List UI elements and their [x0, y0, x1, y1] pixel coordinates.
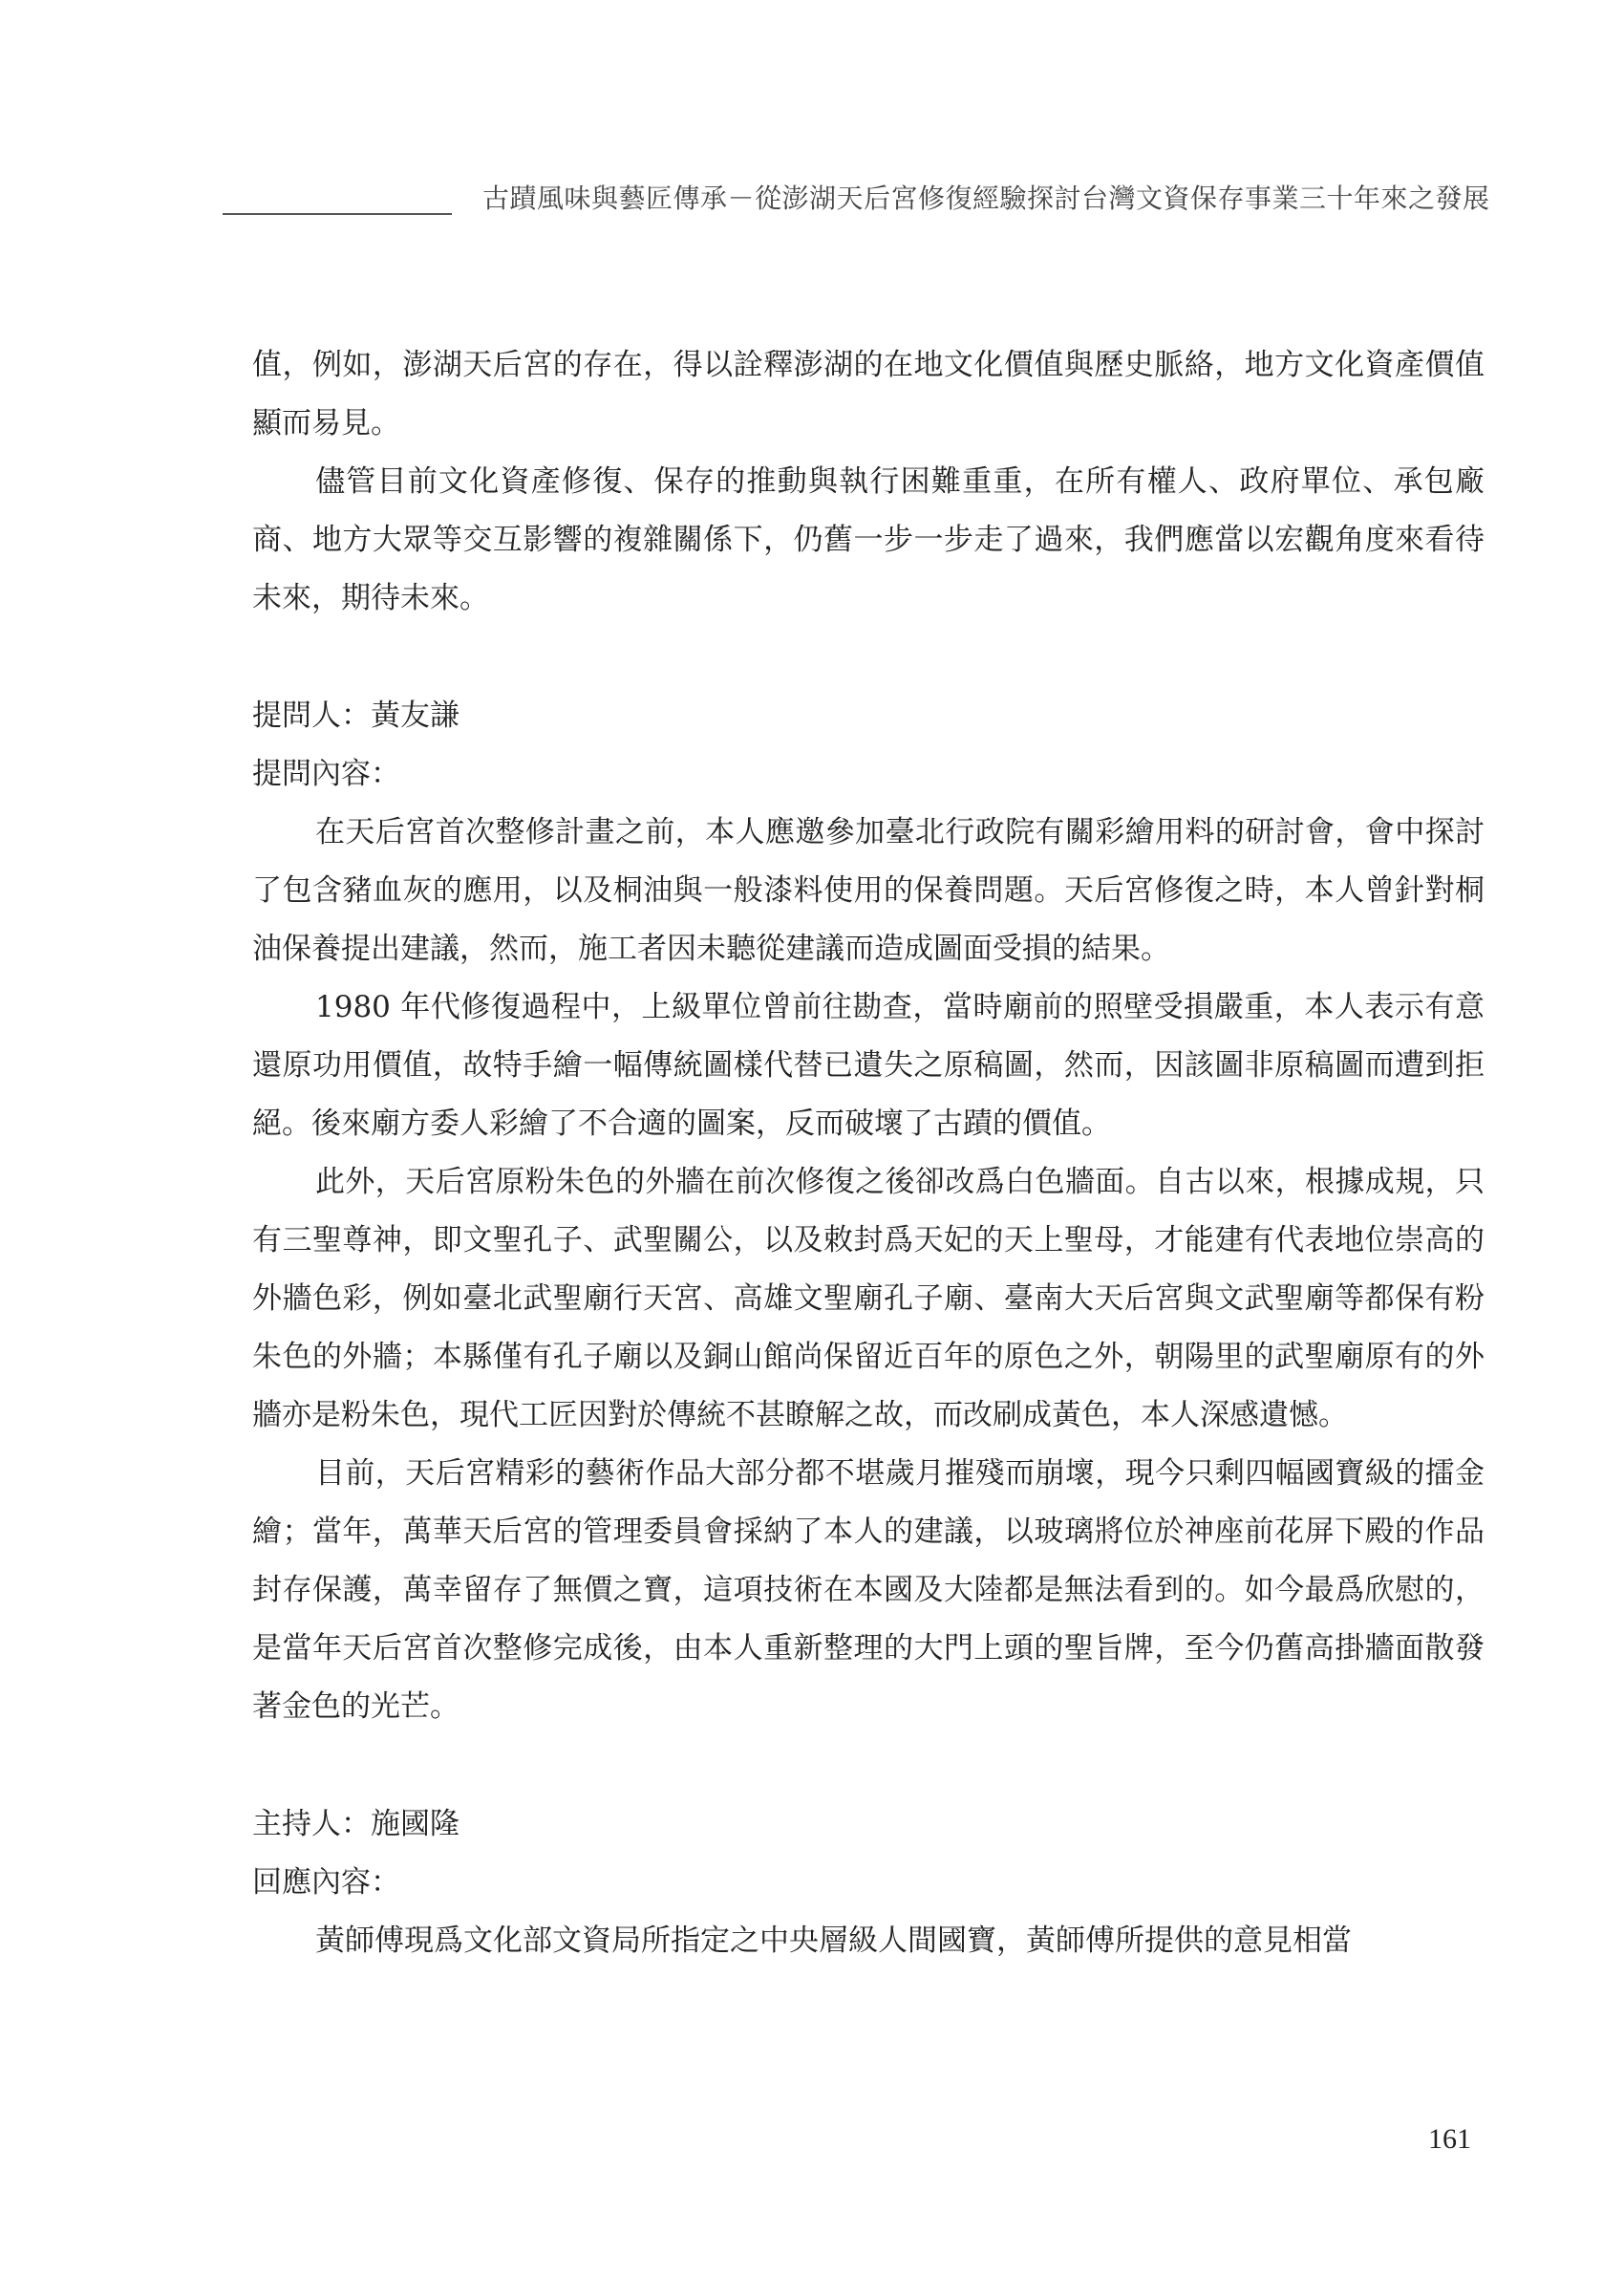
response-host: 主持人：施國隆 — [252, 1807, 459, 1841]
question-paragraph-1: 在天后宮首次整修計畫之前，本人應邀參加臺北行政院有關彩繪用料的研討會，會中探討了包含豬血灰的應用，以及桐油與一般漆料使用的保養問題。天后宮修復之時，本人曾針對桐油保養提出建議，然而，施工者因未聽從建議而造成圖面受損的結果。 — [252, 815, 1485, 966]
question-paragraph-3: 此外，天后宮原粉朱色的外牆在前次修復之後卻改爲白色牆面。自古以來，根據成規，只有三聖尊神，即文聖孔子、武聖關公，以及敕封爲天妃的天上聖母，才能建有代表地位崇高的外牆色彩，例如臺北武聖廟行天宮、高雄文聖廟孔子廟、臺南大天后宮與文武聖廟等都保有粉朱色的外牆；本縣僅有孔子廟以及銅山館尚保留近百年的原色之外，朝陽里的武聖廟原有的外牆亦是粉朱色，現代工匠因對於傳統不甚瞭解之故，而改刷成黃色，本人深感遺憾。 — [252, 1165, 1485, 1432]
intro-paragraph-1: 值，例如，澎湖天后宮的存在，得以詮釋澎湖的在地文化價值與歷史脈絡，地方文化資產價值顯而易見。 — [252, 348, 1485, 441]
page-number: 161 — [1428, 2123, 1471, 2155]
page-content — [252, 336, 1485, 1970]
response-paragraph-1: 黃師傅現爲文化部文資局所指定之中央層級人間國寶，黃師傅所提供的意見相當 — [315, 1923, 1352, 1958]
section-gap — [252, 628, 1485, 687]
question-paragraph-4: 目前，天后宮精彩的藝術作品大部分都不堪歲月摧殘而崩壞，現今只剩四幅國寶級的擂金繪；當年，萬華天后宮的管理委員會採納了本人的建議，以玻璃將位於神座前花屏下殿的作品封存保護，萬幸留存了無價之寶，這項技術在本國及大陸都是無法看到的。如今最爲欣慰的，是當年天后宮首次整修完成後，由本人重新整理的大門上頭的聖旨牌，至今仍舊高掛牆面散發著金色的光芒。 — [252, 1456, 1485, 1724]
response-content-label: 回應內容： — [252, 1865, 400, 1900]
question-paragraph-2: 1980 年代修復過程中，上級單位曾前往勘查，當時廟前的照壁受損嚴重，本人表示有意還原功用價值，故特手繪一幅傳統圖樣代替已遺失之原稿圖，然而，因該圖非原稿圖而遭到拒絕。後來廟方委人彩繪了不合適的圖案，反而破壞了古蹟的價值。 — [252, 990, 1485, 1141]
intro-paragraph-2: 儘管目前文化資產修復、保存的推動與執行困難重重，在所有權人、政府單位、承包廠商、地方大眾等交互影響的複雜關係下，仍舊一步一步走了過來，我們應當以宏觀角度來看待未來，期待未來。 — [252, 464, 1485, 615]
question-asker: 提問人：黃友謙 — [252, 698, 459, 733]
header-rule — [223, 213, 452, 215]
question-content-label: 提問內容： — [252, 757, 400, 791]
running-header-title: 古蹟風味與藝匠傳承－從澎湖天后宮修復經驗探討台灣文資保存事業三十年來之發展 — [482, 183, 1490, 214]
section-gap — [252, 1736, 1485, 1795]
